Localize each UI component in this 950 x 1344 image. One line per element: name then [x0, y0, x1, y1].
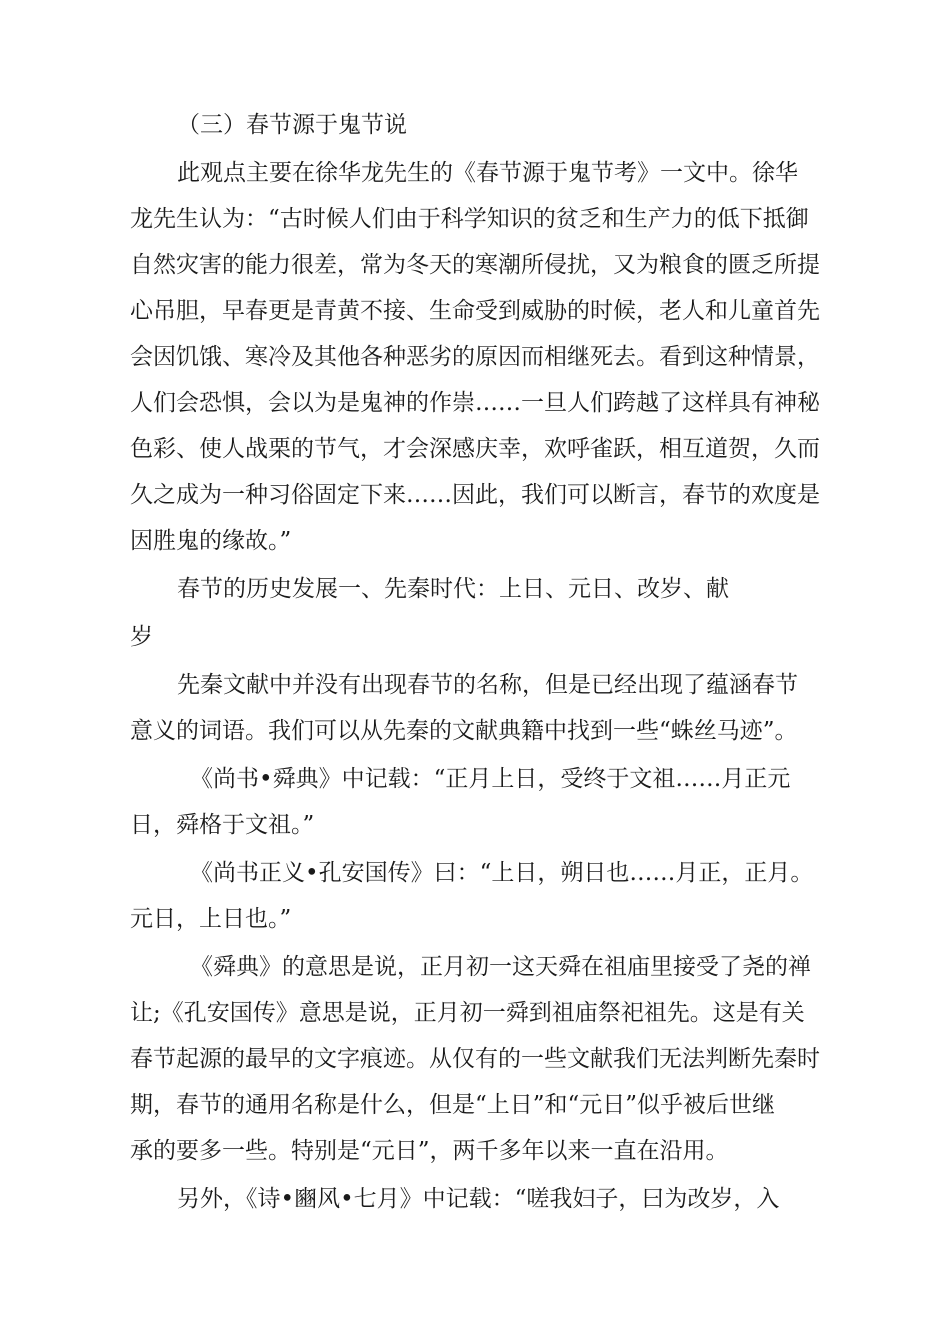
text-line: 自然灾害的能力很差，常为冬天的寒潮所侵扰，又为粮食的匮乏所提 [130, 252, 820, 278]
text-line: 日，舜格于文祖。” [130, 812, 315, 838]
text-line: 春节的历史发展一、先秦时代：上日、元日、改岁、献 [177, 576, 729, 602]
text-line: 此观点主要在徐华龙先生的《春节源于鬼节考》一文中。徐华 [177, 160, 798, 186]
section-heading: （三）春节源于鬼节说 [177, 112, 407, 138]
text-line: 《尚书•舜典》中记载：“正月上日，受终于文祖……月正元 [190, 766, 791, 792]
text-line: 岁 [130, 624, 153, 650]
text-line: 让;《孔安国传》意思是说，正月初一舜到祖庙祭祀祖先。这是有关 [130, 1000, 805, 1026]
text-line: 春节起源的最早的文字痕迹。从仅有的一些文献我们无法判断先秦时 [130, 1046, 820, 1072]
text-line: 久之成为一种习俗固定下来……因此，我们可以断言，春节的欢度是 [130, 482, 820, 508]
text-line: 元日，上日也。” [130, 906, 292, 932]
text-line: 会因饥饿、寒冷及其他各种恶劣的原因而相继死去。看到这种情景， [130, 344, 820, 370]
text-line: 《舜典》的意思是说，正月初一这天舜在祖庙里接受了尧的禅 [190, 954, 811, 980]
text-line: 色彩、使人战栗的节气，才会深感庆幸，欢呼雀跃，相互道贺，久而 [130, 436, 820, 462]
text-line: 龙先生认为：“古时候人们由于科学知识的贫乏和生产力的低下抵御 [130, 206, 809, 232]
text-line: 期，春节的通用名称是什么，但是“上日”和“元日”似乎被后世继 [130, 1092, 776, 1118]
text-line: 《尚书正义•孔安国传》曰：“上日，朔日也……月正，正月。 [190, 860, 814, 886]
text-line: 心吊胆，早春更是青黄不接、生命受到威胁的时候，老人和儿童首先 [130, 298, 820, 324]
text-line: 承的要多一些。特别是“元日”，两千多年以来一直在沿用。 [130, 1138, 729, 1164]
text-line: 先秦文献中并没有出现春节的名称，但是已经出现了蕴涵春节 [177, 672, 798, 698]
text-line: 意义的词语。我们可以从先秦的文献典籍中找到一些“蛛丝马迹”。 [130, 718, 798, 744]
text-line: 人们会恐惧，会以为是鬼神的作崇……一旦人们跨越了这样具有神秘 [130, 390, 820, 416]
text-line: 另外，《诗•豳风•七月》中记载：“嗟我妇子，曰为改岁，入 [177, 1186, 780, 1212]
text-line: 因胜鬼的缘故。” [130, 528, 292, 554]
